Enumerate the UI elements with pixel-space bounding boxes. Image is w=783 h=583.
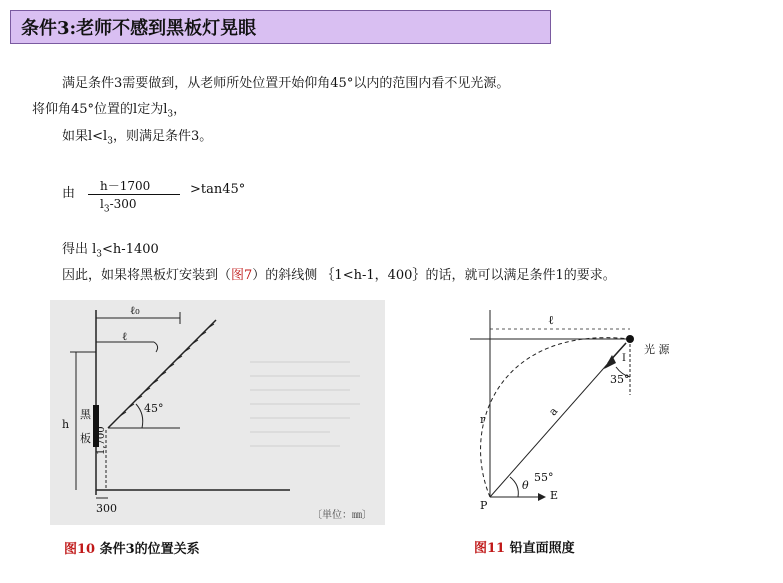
- fig11-label-a: a: [546, 404, 561, 419]
- figure-11-caption: [474, 537, 575, 556]
- conclusion-text-before: 因此，如果将黑板灯安装到（: [62, 268, 232, 283]
- fig10-label-300: 300: [96, 502, 117, 515]
- paragraph-3-sub: 3: [107, 136, 113, 147]
- result-text: 得出 l: [62, 242, 97, 257]
- formula-rhs: >tan45°: [190, 182, 246, 197]
- fig10-label-1700: 1,700: [96, 426, 107, 455]
- fig11-label-theta: θ: [522, 479, 529, 492]
- fig11-label-l: ℓ: [548, 313, 554, 327]
- fig10-label-board-2: 板: [80, 432, 91, 445]
- fig11-label-e: E: [550, 489, 559, 502]
- figure-10-caption-text: 条件3的位置关系: [99, 542, 200, 557]
- fig10-label-unit: 〔単位：㎜〕: [312, 510, 372, 521]
- fig11-label-55: 55°: [534, 471, 554, 484]
- formula-lead: 由: [62, 186, 76, 201]
- paragraph-2-suffix: ，: [173, 102, 187, 117]
- figure-11-caption-text: 铅直面照度: [509, 541, 575, 556]
- result-suffix: <h-1400: [102, 242, 159, 257]
- figure-11: [460, 305, 700, 520]
- figure-10-caption: [64, 538, 200, 557]
- paragraph-2: [32, 98, 186, 120]
- formula-denominator-text: l: [100, 197, 104, 211]
- conclusion-text-after: ）的斜线侧 ｛1<h-1，400｝的话，就可以满足条件1的要求。: [252, 268, 616, 283]
- figure-10: [50, 300, 385, 525]
- figure-11-caption-number: 图11: [474, 541, 506, 556]
- result-line: [62, 238, 159, 260]
- fig10-label-45: 45°: [144, 402, 164, 415]
- fig10-label-l: ℓ: [122, 330, 128, 343]
- fig11-label-source: 光 源: [644, 343, 670, 356]
- fig11-label-35: 35°: [610, 373, 630, 386]
- page-title: 条件3:老师不感到黑板灯晃眼: [21, 18, 257, 39]
- figure-11-diagram: [460, 305, 700, 520]
- fig10-label-h: h: [62, 418, 70, 431]
- title-bar: [10, 10, 551, 44]
- paragraph-2-text: 将仰角45°位置的l定为l: [32, 102, 168, 117]
- fig10-label-l3: ℓ₀: [130, 304, 140, 317]
- fig11-label-r: r: [480, 413, 486, 426]
- result-sub: 3: [96, 249, 103, 260]
- paragraph-3-text: 如果l<l: [62, 129, 108, 144]
- fig11-label-p: P: [480, 499, 488, 512]
- formula-denominator-suffix: -300: [109, 197, 137, 211]
- formula-fraction-bar: [88, 194, 180, 195]
- figure-10-caption-number: 图10: [64, 542, 96, 557]
- figure-10-diagram: [50, 300, 385, 525]
- figure-7-link[interactable]: 图7: [231, 268, 253, 283]
- formula-denominator-sub: 3: [103, 204, 110, 215]
- paragraph-2-sub: 3: [167, 109, 174, 120]
- paragraph-3-suffix: ，则满足条件3。: [112, 129, 213, 144]
- formula-denominator: [100, 197, 137, 214]
- conclusion-line: [62, 264, 616, 283]
- fig10-label-board-1: 黑: [80, 408, 91, 421]
- paragraph-3: [62, 125, 212, 147]
- formula-numerator: h－1700: [100, 179, 151, 193]
- fig11-label-i: I: [622, 353, 626, 364]
- paragraph-1: 满足条件3需要做到，从老师所处位置开始仰角45°以内的范围内看不见光源。: [62, 76, 510, 91]
